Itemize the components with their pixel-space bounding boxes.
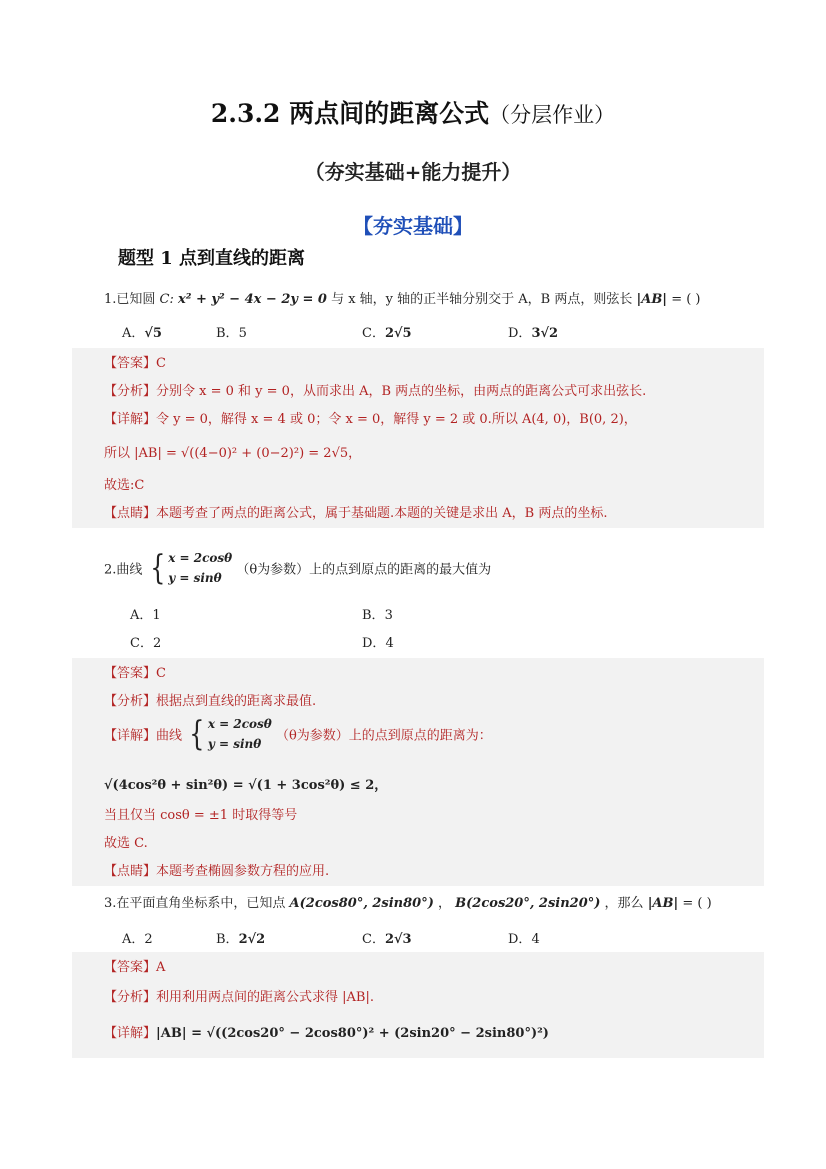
q2-solution-box — [72, 658, 764, 886]
q1-stem-middle: 与 x 轴，y 轴的正半轴分别交于 A，B 两点，则弦长 — [331, 292, 633, 307]
q3-stem-end: = ( ) — [682, 896, 712, 911]
q1-detail-3: 故选:C — [104, 478, 145, 493]
q2-stem-start: 2.曲线 — [104, 562, 143, 578]
page-subtitle: （夯实基础+能力提升） — [304, 160, 522, 184]
q1-ab: |AB| — [636, 292, 668, 307]
section-heading: 【夯实基础】 — [353, 214, 473, 238]
question-2-stem — [104, 548, 491, 588]
q3-separator: ， — [438, 896, 452, 911]
q2-analysis: 【分析】根据点到直线的距离求最值. — [104, 694, 317, 709]
question-3-stem — [104, 892, 712, 911]
q3-option-d[interactable]: D．4 — [508, 932, 540, 947]
q3-detail: 【详解】|AB| = √((2cos20° − 2cos80°)² + (2sin20° − 2sin80°)²) — [104, 1026, 549, 1041]
q1-option-b[interactable]: B．5 — [216, 326, 247, 341]
q2-comment: 【点睛】本题考查椭圆参数方程的应用. — [104, 864, 330, 879]
title-suffix: （分层作业） — [489, 103, 616, 127]
q1-comment: 【点睛】本题考查了两点的距离公式，属于基础题.本题的关键是求出 A，B 两点的坐标. — [104, 506, 608, 521]
q3-option-a[interactable]: A．2 — [122, 932, 153, 947]
q3-point-b: B(2cos20°, 2sin20°) — [455, 896, 601, 911]
q1-analysis: 【分析】分别令 x = 0 和 y = 0，从而求出 A，B 两点的坐标，由两点的距离公式可求出弦长. — [104, 384, 647, 399]
q3-answer: 【答案】A — [104, 960, 166, 975]
title-main: 2.3.2 两点间的距离公式 — [210, 99, 490, 128]
q1-stem-start: 1.已知圆 — [104, 292, 156, 307]
q1-option-c[interactable]: C．2√5 — [362, 326, 412, 341]
q2-stem-end: （θ为参数）上的点到原点的距离的最大值为 — [236, 562, 492, 578]
q2-detail-3: 当且仅当 cosθ = ±1 时取得等号 — [104, 808, 298, 823]
q2-detail: 【详解】曲线 { x = 2cosθ y = sinθ （θ为参数）上的点到原点的距离为： — [104, 714, 492, 754]
q2-sys-line-1: x = 2cosθ — [168, 551, 233, 565]
q3-option-b[interactable]: B．2√2 — [216, 932, 266, 947]
q2-system: { x = 2cosθ y = sinθ — [149, 548, 233, 588]
q1-detail: 【详解】令 y = 0，解得 x = 4 或 0；令 x = 0，解得 y = 2 或 0.所以 A(4, 0)，B(0, 2)， — [104, 412, 637, 427]
q3-ab: |AB| — [647, 896, 679, 911]
q3-stem-start: 3.在平面直角坐标系中，已知点 — [104, 896, 286, 911]
q1-circle-label: C: — [159, 292, 174, 307]
q2-sys-line-2: y = sinθ — [168, 571, 222, 585]
q2-option-a[interactable]: A．1 — [130, 608, 161, 623]
q2-option-c[interactable]: C．2 — [130, 636, 162, 651]
type-heading: 题型 1 点到直线的距离 — [118, 248, 306, 269]
q3-analysis: 【分析】利用利用两点间的距离公式求得 |AB|. — [104, 990, 374, 1005]
page-title — [0, 94, 826, 130]
q1-detail-2: 所以 |AB| = √((4−0)² + (0−2)²) = 2√5， — [104, 446, 362, 461]
q3-stem-middle: ，那么 — [604, 896, 644, 911]
q2-detail-system: { x = 2cosθ y = sinθ — [189, 714, 272, 754]
q3-point-a: A(2cos80°, 2sin80°) — [289, 896, 434, 911]
q1-option-d[interactable]: D．3√2 — [508, 326, 559, 341]
q2-option-d[interactable]: D．4 — [362, 636, 394, 651]
q1-equation: x² + y² − 4x − 2y = 0 — [178, 292, 327, 307]
q1-answer: 【答案】C — [104, 356, 166, 371]
q2-option-b[interactable]: B．3 — [362, 608, 393, 623]
question-1-stem — [104, 288, 701, 307]
q2-detail-4: 故选 C. — [104, 836, 148, 851]
q2-detail-2: √(4cos²θ + sin²θ) = √(1 + 3cos²θ) ≤ 2， — [104, 778, 388, 793]
q3-option-c[interactable]: C．2√3 — [362, 932, 412, 947]
q1-option-a[interactable]: A．√5 — [122, 326, 162, 341]
q1-solution-box — [72, 348, 764, 528]
q1-stem-end: = ( ) — [671, 292, 701, 307]
q2-answer: 【答案】C — [104, 666, 166, 681]
q3-solution-box — [72, 952, 764, 1058]
